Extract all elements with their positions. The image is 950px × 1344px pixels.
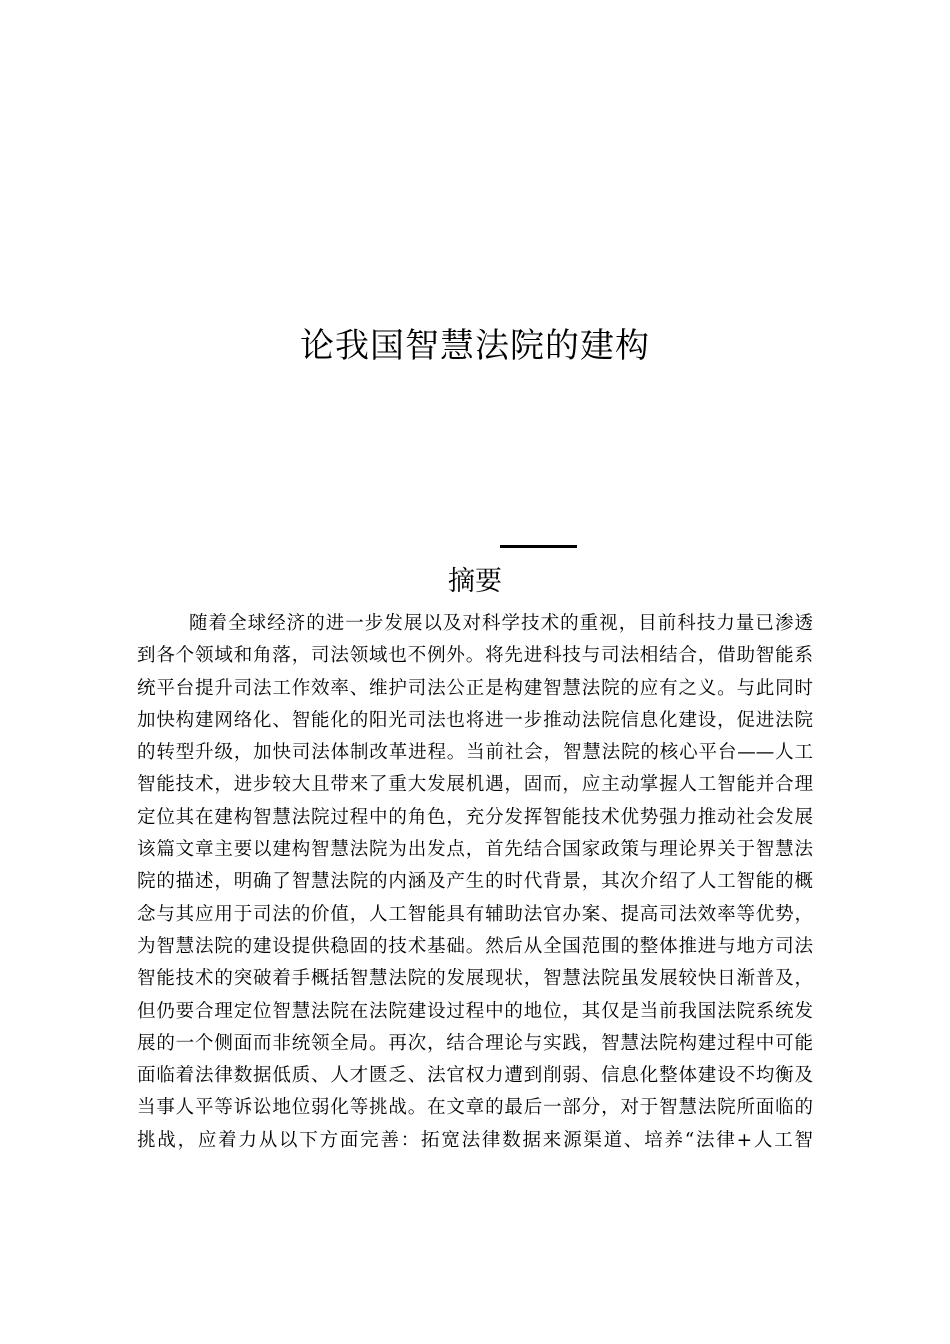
abstract-line: 但仍要合理定位智慧法院在法院建设过程中的地位，其仅是当前我国法院系统发	[137, 1000, 813, 1022]
heading-rule	[500, 545, 577, 548]
abstract-line: 智能技术的突破着手概括智慧法院的发展现状，智慧法院虽发展较快日渐普及，	[137, 968, 813, 990]
abstract-line: 面临着法律数据低质、人才匮乏、法官权力遭到削弱、信息化整体建设不均衡及	[137, 1065, 813, 1087]
abstract-body	[137, 608, 813, 1157]
abstract-line: 该篇文章主要以建构智慧法院为出发点，首先结合国家政策与理论界关于智慧法	[137, 839, 813, 861]
abstract-line: 加快构建网络化、智能化的阳光司法也将进一步推动法院信息化建设，促进法院	[137, 709, 813, 731]
abstract-line: 为智慧法院的建设提供稳固的技术基础。然后从全国范围的整体推进与地方司法	[137, 935, 813, 957]
abstract-line: 展的一个侧面而非统领全局。再次，结合理论与实践，智慧法院构建过程中可能	[137, 1032, 813, 1054]
abstract-line: 的转型升级，加快司法体制改革进程。当前社会，智慧法院的核心平台——人工	[137, 742, 813, 764]
abstract-line: 挑战，应着力从以下方面完善：拓宽法律数据来源渠道、培养“法律+人工智	[137, 1129, 813, 1151]
document-title: 论我国智慧法院的建构	[300, 326, 650, 366]
abstract-line: 念与其应用于司法的价值，人工智能具有辅助法官办案、提高司法效率等优势，	[137, 903, 813, 925]
abstract-line: 定位其在建构智慧法院过程中的角色，充分发挥智能技术优势强力推动社会发展	[137, 806, 813, 828]
abstract-line: 随着全球经济的进一步发展以及对科学技术的重视，目前科技力量已渗透	[189, 613, 813, 634]
abstract-line: 智能技术，进步较大且带来了重大发展机遇，固而，应主动掌握人工智能并合理	[137, 774, 813, 796]
abstract-line: 当事人平等诉讼地位弱化等挑战。在文章的最后一部分，对于智慧法院所面临的	[137, 1097, 813, 1119]
abstract-line: 院的描述，明确了智慧法院的内涵及产生的时代背景，其次介绍了人工智能的概	[137, 871, 813, 893]
abstract-line: 统平台提升司法工作效率、维护司法公正是构建智慧法院的应有之义。与此同时	[137, 677, 813, 699]
abstract-line: 到各个领域和角落，司法领域也不例外。将先进科技与司法相结合，借助智能系	[137, 645, 813, 667]
abstract-heading: 摘要	[448, 566, 502, 597]
